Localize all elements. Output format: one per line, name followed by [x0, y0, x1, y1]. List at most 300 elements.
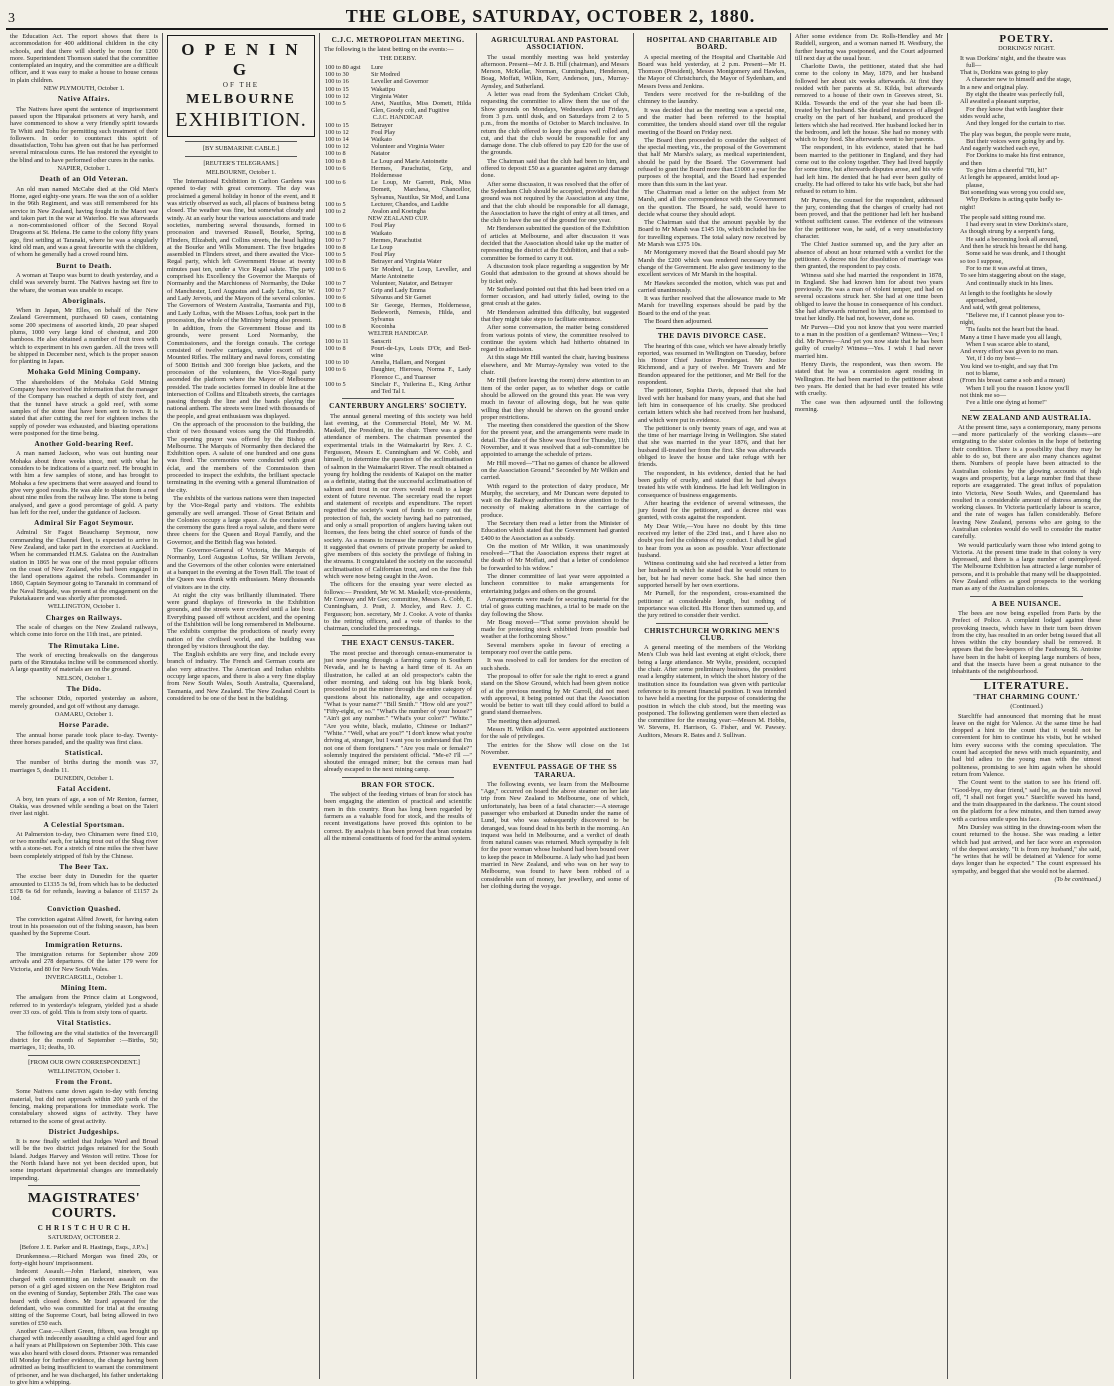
odds-horse: Atwi, Nautilus, Miss Domett, Hilda Glen, Goody colt, and Fugitive	[371, 99, 471, 115]
headline: NEW ZEALAND AND AUSTRALIA.	[961, 413, 1092, 422]
column-2	[163, 33, 320, 1379]
poem-line: sides would ache,	[960, 112, 1006, 120]
article-text: Mr Purnell, for the respondent, cross-examined the petitioner at considerable length, but nothing of importance was elicited. His Honor then summed up, and the jury retired to consider their verdict.	[638, 590, 786, 620]
odds-price: 100 to 30	[325, 71, 349, 79]
article-text: The Chief Justice summed up, and the jury after an absence of about an hour returned with a verdict for the petitioner. A decree nisi for dissolution of marriage was then granted, the respondent to pay costs.	[795, 241, 943, 271]
article-text: Mr Hill moved—"That no games of chance be allowed on the Association Ground." Seconded by Mr Wilkin and carried.	[481, 459, 629, 482]
odds-row	[324, 129, 472, 136]
headline: CHRISTCHURCH WORKING MEN'S CLUB.	[644, 626, 780, 642]
odds-horse: Daughter, Hierosea, Norma F., Lady Florence C., and Tuareser	[371, 366, 471, 381]
odds-horse: Waikato	[371, 229, 392, 237]
article-text: Starcliffe had announced that morning that he must leave on the night for Valence. At the same time he had dropped a hint to the count that it would not be convenient for him to continue his visits, but he wished him every success with the coming speculation. The count had accepted the news with much equanimity, and had bid adieu to the young man with the utmost politeness, promising to see him again when he should return from Valence.	[952, 712, 1101, 778]
odds-section-heading: NEW ZEALAND CUP.	[367, 215, 429, 223]
odds-price: 100 to 8	[325, 243, 346, 251]
odds-row	[324, 330, 472, 337]
article-text: Messrs H. Wilkin and Co. were appointed auctioneers for the sale of privileges.	[481, 726, 629, 741]
odds-price: 100 to 80 agst	[325, 63, 361, 71]
poem-line: But their voices were going by and by.	[966, 137, 1065, 145]
article-text: The usual monthly meeting was held yesterday afternoon. Present—Mr J. B. Hill (chairman), and Messrs Merson, McKellar, Norman, Cunningham, Henderson, Boag, Moffatt, Wilkin, Kerr, Anderson, jun., Murray-Aynsley, and Sutherland.	[481, 53, 629, 90]
article-text: The bees are now being expelled from Paris by the Prefect of Police. A complaint lodged against these provoking insects, which have in their turn been driven from the city, has resulted in an order being issued that all hives within the city boundary shall be removed. It appears that the bee-keepers of the Faubourg St. Antoine have been in the habit of keeping large numbers of bees, and that the insects have been a great nuisance to the inhabitants of the neighbourhood.	[952, 609, 1101, 676]
odds-horse: Grip and Lady Emma	[371, 287, 426, 295]
odds-row	[324, 71, 472, 78]
article-text: Admiral Sir Fagot Beauchamp Seymour, now commanding the Channel fleet, is expected to arrive in New Zealand, and take part in the exercises at Auckland. When he commanded H.M.S. Galatea on the Australian station in 1865 he was one of the most popular officers on the coast of New Zealand, who had been engaged in the land operations against the rebels. Commander in 1860, Captain Seymour going to Taranaki in command of the Naval Brigade, was present at the engagement on the Puketakauere and was shortly after promoted.	[10, 529, 158, 603]
odds-row	[324, 230, 472, 237]
headline: Horse Parade.	[58, 721, 110, 730]
headline: EVENTFUL PASSAGE OF THE SS TARARUA.	[492, 763, 618, 779]
poem-line: By eight the theatre was perfectly full,	[966, 91, 1065, 99]
article-text: The following is the latest betting on the events:—	[324, 46, 454, 54]
poem-line: And said, with great politeness,	[960, 304, 1041, 312]
article-text: Another Case.—Albert Green, fifteen, was brought up charged with indecently assaulting a child aged four and a half years at Phillipstown on September 30th. This case was also heard with closed doors. Prisoner was remanded till Monday for further evidence, the charge having been admitted as being insufficient to warrant the commitment of prisoner, and he was discharged, his father undertaking to give him a whipping.	[10, 1327, 158, 1386]
odds-price: 100 to 8	[325, 301, 346, 309]
odds-horse: Le Loup, Mr Garrett, Pink, Miss Domett, Marchesa, Chancellor, Sylvanus, Nautilus, Sir Mod, and Luna	[371, 179, 471, 201]
odds-horse: Sanscrit	[371, 337, 392, 345]
odds-price: 100 to 12	[325, 143, 349, 151]
article-text: The Chairman said that the amount payable by the Board to Mr Marsh was £145 10s, which included his fee for travelling expenses. The total salary now received by Mr Marsh was £375 10s.	[638, 219, 786, 249]
article-text: The respondent, in his evidence, stated that he had been married to the petitioner in England, and they had come out to the colony together. They had lived happily for some time, but afterwards disputes arose, and his wife had left him. He denied that he had ever been guilty of cruelty. He had offered to take his wife back, but she had refused to return to him.	[795, 144, 943, 196]
odds-row	[324, 158, 472, 165]
article-text: Indecent Assault.—John Harland, nineteen, was charged with committing an indecent assault on the person of a girl aged sixteen on the New Brighton road on the evening of Sunday, September 26th. The case was heard with closed doors. Mr Izard appeared for the defendant, who was committed for trial at the ensuing sitting of the Supreme Court, bail being allowed in two sureties of £50 each.	[10, 1268, 158, 1327]
article-text: A letter was read from the Sydenham Cricket Club, requesting the committee to allow them the use of the Show grounds on Mondays, Wednesdays and Fridays, from 3 p.m. until dusk, and on Saturdays from 2 to 5 p.m., from the months of October to March inclusive. In return the club offered to keep the grass well rolled and cut, and that the club would be responsible for any damage done. The club offered to pay £20 for the use of the grounds.	[481, 91, 629, 157]
section-heading-literature: LITERATURE.	[983, 679, 1070, 692]
poem-line: You kind we to-night, and say that I'm	[960, 362, 1058, 370]
headline: Immigration Returns.	[45, 940, 123, 949]
poem-line: As though strung by a serpent's fang,	[960, 228, 1055, 236]
column-3	[320, 33, 477, 1379]
dateline: DUNEDIN, October 1.	[54, 775, 114, 783]
article-text: The Board then proceeded to consider the subject of the special meeting, viz., the proposal of the Government that half Mr Marsh's salary, as medical superintendent, should be paid by the Board. The Government had refused to grant the Board more than £1000 a year for the purposes of the hospital, and the Board had expended more than this sum in the last year.	[638, 136, 786, 188]
headline: The Rimutaka Line.	[48, 641, 120, 650]
article-text: Mr Boag moved—"That some provision should be made for protecting stock exhibited from possible bad weather at the forthcoming Show."	[481, 618, 629, 641]
article-text: Charlotte Davis, the petitioner, stated that she had come to the colony in May, 1879, and her husband followed her about six weeks afterwards. At first they resided with her parents at St. Kilda, but afterwards removed to a house of their own in Greeves street, St. Kilda. Towards the end of the year she had been ill-treated by her husband. She detailed instances of alleged cruelty on the part of her husband, and produced the letters which she had received. Her husband locked her in the bedroom, and left the house. She had no money with which to buy food. She afterwards went to her parents.	[795, 63, 943, 144]
headline: Another Gold-bearing Reef.	[34, 440, 134, 449]
divider	[656, 328, 768, 329]
article-text: The meeting then adjourned.	[487, 717, 561, 725]
poem-line: That is, Dorkins was going to play	[960, 69, 1049, 77]
poem-line: When I was scarce able to stand,	[966, 340, 1050, 348]
article-text: In addition, from the Government House and its grounds, were present Lord Normanby, the Commissioners, and the foreign consuls. The cortege consisted of twelve carriages, under escort of the Mounted Rifles. The military and naval forces, consisting of 5000 British and 300 foreign blue jackets, and the procession of the volunteers, the Vice-Regal party ascended the platform where the Mayor of Melbourne presided. The trade societies formed in double line at the intersection of Collins and Elizabeth streets, the carriages passing through the line and the bands playing the national anthem. The streets were lined with thousands of the people, and great enthusiasm was displayed.	[167, 325, 315, 420]
odds-horse: Silvanus and Sir Garnet	[371, 294, 431, 302]
odds-row	[324, 122, 472, 129]
poem-line: so too I suppose,	[960, 257, 1003, 265]
odds-horse: Lecturer, Chandos, and Laddie	[371, 200, 449, 208]
headline: District Judgeships.	[48, 1127, 120, 1136]
odds-price: 100 to 10	[325, 359, 349, 367]
odds-horse: Wakatipu	[371, 85, 395, 93]
divider	[970, 596, 1083, 597]
article-text: The exhibits of the various nations were then inspected by the Vice-Regal party and visitors. The exhibits generally are well arranged. Those of Great Britain and the Colonies occupy a large space. At the conclusion of the ceremony the guns fired a royal salute, and there were three cheers for the Queen and Royal Family, and the Governor, and the British flag was hoisted.	[167, 494, 315, 546]
story-title: 'THAT CHARMING COUNT.'	[972, 692, 1081, 701]
article-text: Tenders were received for the re-building of the chimney to the laundry.	[638, 91, 786, 106]
odds-price: 100 to 7	[325, 236, 346, 244]
odds-horse: Volunteer and Virginia Water	[371, 143, 445, 151]
odds-horse: Lure	[371, 63, 383, 71]
article-text: The dinner committee of last year were appointed a luncheon committee to make arrangements for entertaining judges and others on the ground.	[481, 573, 629, 595]
odds-row	[324, 150, 472, 157]
poem-line: Many a time I have made you all laugh,	[960, 333, 1062, 341]
article-text: At night the city was brilliantly illuminated. There were grand displays of fireworks in the Exhibition grounds, and the streets were crowded until a late hour. Everything passed off without accident, and the opening of the Exhibition will be long remembered in Melbourne. The exhibits comprise the productions of nearly every nation of the civilised world, and the building was thronged by visitors throughout the day.	[167, 591, 315, 650]
odds-price: 100 to 8	[325, 344, 346, 352]
headline: THE DAVIS DIVORCE CASE.	[657, 332, 767, 341]
odds-row	[324, 100, 472, 114]
article-text: The most precise and thorough census-enumerator is just now passing through a farming camp in Southern Nevada, and he is having a hard time of it. As an illustration, he called at an old prospector's cabin the other morning, and taking out his big blank book, proceeded to put the miner through the entire category of questions about his nationality, age and occupation. "What is your name?" "Bill Smith." "How old are you?" "Fifty-eight, or so." "What's the number of your house?" "Ain't got any number." "What's your color?" "White." "Are you white, black, mulatto, Chinese or Indian?" "White." "Well, what are you?" "I don't know what you're driving at, stranger, but I want you to understand that I'm not one of them foreigners." "Are you male or female?" solemnly inquired the persistent official. "Me-e? I'll —" shouted the enraged miner; but the census man had already escaped to the next mining camp.	[324, 649, 472, 774]
odds-price: 100 to 5	[325, 251, 346, 259]
section-heading-poetry: POETRY.	[999, 33, 1054, 45]
story-subtitle: (Continued.)	[1010, 703, 1043, 711]
odds-horse: Sir Modred	[371, 71, 400, 79]
poem-line: And eagerly watched each eye,	[960, 145, 1040, 153]
headline: Fatal Accident.	[57, 785, 111, 794]
divider	[185, 156, 297, 157]
poem-line: To give him a cheerful "Hi, hi!"	[966, 167, 1048, 175]
article-text: At the present time, says a contemporary, many persons—and more particularly of the working classes—are emigrating to the sister colonies in the hope of bettering their condition. There is a possibility that they may be able to do so, but there are also many chances against them. Numbers of people have been attracted to the Australian colonies by the glowing accounts of high wages and prosperity, but a large number find that these reports are exaggerated. The great influx of population into Victoria, New South Wales, and Queensland has resulted in a considerable amount of distress among the working classes. In Victoria particularly labour is scarce, and the rate of wages has fallen considerably. Before leaving New Zealand, persons who are going to the Australian colonies would do well to consider the matter carefully.	[952, 423, 1101, 541]
poem	[952, 55, 1101, 407]
divider	[342, 777, 454, 778]
article-text: It is now finally settled that Judges Ward and Broad will be the two district judges retained for the South Island. Judges Harvey and Weston will retire. Those for the North Island have not yet been decided upon, but some important departmental changes are immediately impending.	[10, 1138, 158, 1182]
headline: A BEE NUISANCE.	[991, 599, 1062, 608]
odds-price: 100 to 8	[325, 157, 346, 165]
headline: A Celestial Sportsman.	[43, 820, 125, 829]
article-text: The scale of charges on the New Zealand railways, which come into force on the 11th inst., are printed.	[10, 623, 158, 639]
odds-row	[324, 64, 472, 71]
article-text: Mr Purves—Did you not know that you were married to a man in the position of a gentleman? Witness—Yes; I did. Mr Purves—And yet you now state that he has been guilty of cruelty? Witness—Yes. I wish I had never married him.	[795, 323, 943, 360]
poem-line: And they longed for the curtain to rise.	[966, 120, 1066, 128]
odds-price: 100 to 6	[325, 222, 346, 230]
poem-line: and then	[960, 159, 982, 167]
banner-melbourne: MELBOURNE	[186, 92, 296, 108]
headline: C.J.C. METROPOLITAN MEETING.	[331, 36, 465, 44]
odds-horse: Hermes, Parachutist	[371, 236, 422, 244]
odds-row	[324, 215, 472, 222]
poem-line: And then he struck his breast he did hang.	[960, 243, 1068, 251]
poem-line: "Believe me, if I cannot please you to-	[966, 311, 1065, 319]
odds-horse: Hermes, Parachutist, Grip, and Holdernesse	[371, 164, 471, 179]
odds-horse: Volunteer, Natator, and Betrayer	[371, 279, 453, 287]
odds-row	[324, 208, 472, 215]
divider	[28, 1055, 140, 1056]
column-1	[6, 33, 163, 1386]
article-text: Several members spoke in favour of erecting a temporary roof over the cattle pens.	[481, 641, 629, 657]
odds-horse: Avalon and Koeingha	[371, 207, 426, 215]
odds-price: 100 to 2	[325, 207, 346, 215]
article-text: A man named Jackson, who was out hunting near Mohaka about three weeks since, met with what he considers to be indications of a quartz reef. He brought in with him a few samples of stone, and has brought to Mohaka a few specimens that were assayed and found to give very good results. He was able to obtain from a reef about nine miles from the railway line. The stone is being analysed, and gave a good percentage of gold. A party has left for the reef, under the guidance of Jackson.	[10, 450, 158, 516]
poem-line: All awaited a pleasant surprise,	[960, 98, 1041, 106]
article-text: The subject of the feeding virtues of bran for stock has been engaging the attention of practical and scientific men in this country. Bran has long been regarded by farmers as a valuable food for stock, and the results of recent investigations have proved this opinion to be correct. By analysis it has been proved that bran contains all the mineral constituents of food for the animal system.	[324, 791, 472, 842]
odds-price: 100 to 8	[325, 229, 346, 237]
odds-row	[324, 143, 472, 150]
newspaper-page	[6, 6, 1108, 1386]
article-text: The Governor-General of Victoria, the Marquis of Normanby, Lord Augustus Loftus, Sir William Jervois, and the Governors of the other colonies were entertained at a banquet in the evening at the Town Hall. The toast of the Queen was drunk with enthusiasm. Many thousands of visitors are in the city.	[167, 547, 315, 591]
odds-row	[324, 114, 472, 121]
poem-stanza	[952, 214, 1101, 287]
odds-price: 100 to 5	[325, 99, 346, 107]
odds-price: 100 to 8	[325, 258, 346, 266]
article-text: Mr Henderson submitted the question of the Exhibition of articles at Melbourne, and after discussion it was decided that the Association should take up the matter of representing the district at the Exhibition, and that a sub-committee be formed to carry it out.	[481, 225, 629, 262]
odds-row	[324, 280, 472, 287]
article-text: Mr Henderson admitted this difficulty, but suggested that they might take steps to facilitate entrance.	[481, 308, 629, 323]
article-text: On the motion of Mr Wilkin, it was unanimously resolved—"That the Association express their regret at the death of Mr Moffatt, and that a letter of condolence be forwarded to his widow."	[481, 542, 629, 572]
article-text: The Chairman read a letter on the subject from Mr Marsh, and all the correspondence with the Government on the question. The Board, he said, would have to decide what course they should adopt.	[638, 188, 786, 218]
exhibition-banner	[167, 35, 315, 137]
dateline: INVERCARGILL, October 1.	[45, 973, 123, 981]
headline: Charges on Railways.	[45, 613, 123, 622]
article-text: When in Japan, Mr Elles, on behalf of the New Zealand Government, purchased 60 cases, containing some 200 specimens of assorted kinds, 20 pear shaped plums, 1000 very large kind of chestnut, and 200 bamboos. He also obtained a number of fruit trees with which to experiment in his own garden. All the trees will be shipped in December next, which is the proper season for planting in Japan.	[10, 307, 158, 366]
poem-line: It was Dorkins' night, and the theatre was	[960, 54, 1066, 62]
article-text: Mr Hawkes seconded the motion, which was put and carried unanimously.	[638, 279, 786, 294]
article-text: The shareholders of the Mohaka Gold Mining Company have received the information that the manager of the Company has reached a depth of sixty feet, and that the tunnel have struck a gold reef, with some samples of the stone that have been sent to town. It is stated that after cutting the reef for eighteen inches the supply of powder was exhausted, and blasting operations were postponed for the time being.	[10, 378, 158, 437]
odds-row	[324, 237, 472, 244]
poem-line: I've a little one dying at home!"	[966, 399, 1047, 407]
divider	[185, 141, 297, 142]
article-text: Witness continuing said she had received a letter from her husband in which he stated that he would return to her, but he had never come back. She had since then supported herself by her own exertions.	[638, 560, 786, 590]
odds-horse: Foul Play	[371, 222, 396, 230]
article-text: The Count went to the station to see his friend off. "Good-bye, my dear friend," said he, as the train moved off, "I shall not forget you." Starcliffe waved his hand, and the train disappeared in the darkness. The count stood on the platform for a few minutes, and then turned away with a curious smile upon his face.	[952, 779, 1101, 823]
article-text: After some discussion, it was resolved that the offer of the Sydenham Club should be accepted, provided that the ground was not required by the Association at any time, and that the club should be responsible for all damage, the Association to have the right of entry at all times, and the club to have the use of the ground for one year.	[481, 180, 629, 225]
odds-price: 100 to 16	[325, 78, 349, 86]
article-text: After some conversation, the matter being considered from various points of view, the committee resolved to continue the system which had hitherto obtained in regard to admission.	[481, 324, 629, 354]
article-text: After hearing the evidence of several witnesses, the jury found for the petitioner, and a decree nisi was granted, with costs against the respondent.	[638, 499, 786, 522]
divider	[28, 1185, 140, 1186]
headline: BRAN FOR STOCK.	[361, 780, 435, 789]
article-text: It was decided that as the meeting was a special one, and the matter had been referred to the hospital committee, the tenders should stand over till the regular meeting of the Board on Friday next.	[638, 106, 786, 136]
article-text: The immigration returns for September show 209 arrivals and 278 departures. Of the latter 179 were for Victoria, and 80 for New South Wales.	[10, 950, 158, 973]
article-text: The Board then adjourned.	[644, 317, 713, 325]
article-text: The annual horse parade took place to-day. Twenty-three horses paraded, and the quality was first class.	[10, 731, 158, 746]
poem-line: A character new to himself and the stage,	[966, 76, 1072, 84]
article-text: The number of births during the month was 37, marriages 5, deaths 11.	[10, 759, 158, 774]
court-date: SATURDAY, OCTOBER 2.	[48, 1234, 120, 1242]
poem-stanza	[952, 55, 1101, 128]
article-text: The annual general meeting of this society was held last evening, at the Commercial Hotel, Mr W. M. Maskell, the President, in the chair. There was a good attendance of members. The chairman presented the experimental trials in the Waimakariri by Rev. J. C. Fergusson, Messrs E. Cunningham and W. Cobb, and himself, to determine the question of the acclimatisation of salmon in the Waimakariri River. The result obtained a young fry holding the residents of Kaiapoi on the matter as a definite, stating that the successful acclimatisation of salmon and trout in our rivers would result to a large extent of future revenue. The secretary read the report and statement of receipts and expenditure. The report regretted the society's want of funds to carry out the protection of fish, the society having had no patronised, and only a small proportion of anglers having taken out licenses, the fees being the chief source of funds of the society. As a means to increase the number of members, it suggested that owners of private property be asked to give members of this society the privilege of fishing in the streams. It congratulated the society on the successful acclimatisation of Californian trout, and on the fine fish which were now being caught in the Avon.	[324, 412, 472, 581]
article-text: A woman at Taupo was burnt to death yesterday, and a child was severely burnt. The Natives having set fire to the whare, the woman was unable to escape.	[10, 271, 158, 294]
odds-row	[324, 136, 472, 143]
headline: The Beer Tax.	[59, 862, 109, 871]
continued-note: (To be continued.)	[1054, 876, 1101, 884]
column-5	[634, 33, 791, 1379]
odds-price: 100 to 6	[325, 366, 346, 374]
headline: THE EXACT CENSUS-TAKER.	[341, 639, 455, 648]
banner-exhibition: EXHIBITION.	[175, 109, 307, 132]
article-text: the Education Act. The report shows that there is accommodation for 400 additional children in the city schools, and that there will shortly be room for 1200 more. Superintendent Thomson stated that the committee contemplated an inquiry, and the committee are a difficult officer, and it was easy to make a house to house census in plain children.	[10, 33, 158, 84]
article-text: A discussion took place regarding a suggestion by Mr Gould that admission to the ground at shows should be by ticket only.	[481, 262, 629, 285]
poem-line: And every effort was given to no man.	[960, 348, 1059, 356]
correspondent-note: [FROM OUR OWN CORRESPONDENT.]	[28, 1058, 140, 1066]
column-4	[477, 33, 634, 1379]
article-text: A special meeting of the Hospital and Charitable Aid Board was held yesterday, at 2 p.m. Present—Mr H. Thomson (President), Messrs Montgomery and Hawkes, the Mayor of Christchurch, the Mayor of Sydenham, and Messrs Ivess and Jenkins.	[638, 53, 786, 90]
article-text: The petitioner is only twenty years of age, and was at the time of her marriage living in Wellington. She stated that she was married in the year 1876, and that her husband ill-treated her from the first. She was afterwards obliged to leave the house and take refuge with her friends.	[638, 424, 786, 469]
odds-row	[324, 165, 472, 179]
poem-line: To see him staggering about on the stage,	[960, 272, 1066, 280]
banner-opening: O P E N I N G	[181, 40, 301, 79]
article-text: The amalgam from the Prince claim at Longwood, referred to in yesterday's telegram, yielded just a shade over 33 ozs. of gold. This is from sixty tons of quartz.	[10, 994, 158, 1017]
headline: Native Affairs.	[57, 95, 111, 104]
article-text: The Secretary then read a letter from the Minister of Education which stated that the Government had granted £400 to the Association as a subsidy.	[481, 520, 629, 542]
odds-row	[324, 359, 472, 366]
odds-price: 100 to 5	[325, 380, 346, 388]
court-city: C H R I S T C H U R C H.	[37, 1223, 131, 1232]
article-text: Mr Hill (before leaving the room) drew attention to an item of the order paper, as to whether dogs or cattle should be allowed on the ground this year. He was very much in favour of allowing dogs, but he was quite willing that they should be shown on the ground under proper restrictions.	[481, 377, 629, 421]
page-number: 3	[8, 11, 15, 26]
poem-line: Some said he was drunk, and I thought	[966, 250, 1066, 258]
odds-price: 100 to 11	[325, 337, 349, 345]
poem-line: (From his breast came a sob and a moan)	[960, 377, 1066, 385]
article-text: The following are the vital statistics of the Invercargill district for the month of September :—Births, 50; marriages, 11; deaths, 10.	[10, 1029, 158, 1052]
article-text: The hearing of this case, which we have already briefly reported, was resumed in Wellington on Tuesday, before his Honor Chief Justice Prendergast. Mr Justice Richmond, and a jury of twelve. Mr Travers and Mr Brandon appeared for the petitioner, and Mr Bell for the respondent.	[638, 342, 786, 387]
article-text: It was further resolved that the allowance made to Mr Marsh for travelling expenses should be paid by the Board to the end of the year.	[638, 295, 786, 317]
odds-horse: Waikato	[371, 135, 392, 143]
divider	[970, 410, 1083, 411]
odds-row	[324, 179, 472, 201]
poem-line: For to me it was awful at times,	[966, 264, 1047, 272]
columns	[6, 33, 1108, 1386]
odds-row	[324, 294, 472, 301]
odds-horse: Leveller and Governor	[371, 78, 429, 86]
article-text: At Palmerston to-day, two Chinamen were fined £10, or two months' each, for taking trout out of the Shag river with a stone-net. For a stretch of nine miles the river have been completely stripped of fish by the Chinese.	[10, 830, 158, 860]
odds-horse: Pouri-de-Lys, Louis D'Or, and Bed-wine	[371, 344, 471, 360]
odds-row	[324, 302, 472, 324]
article-text: The meeting then considered the question of the Show for the present year, and the arrangements were made in detail. The date of the Show was fixed for Thursday, 11th November, and it was resolved that a sub-committee be appointed to arrange the schedule of prizes.	[481, 422, 629, 459]
masthead	[6, 6, 1108, 30]
headline: Mining Item.	[60, 984, 108, 993]
article-text: Drunkenness.—Richard Morgan was fined 20s, or forty-eight hours' imprisonment.	[10, 1252, 158, 1268]
poem-line: And continually stuck in his lines.	[966, 279, 1054, 287]
odds-horse: Sir George, Hermes, Holdernesse, Bedeworth, Nemesis, Hilda, and Sylvanus	[371, 301, 471, 323]
headline: Aboriginals.	[62, 296, 106, 305]
dateline: NEW PLYMOUTH, October 1.	[43, 85, 125, 93]
article-text: Henry Davis, the respondent, was then sworn. He stated that he was a commission agent residing in Wellington. He had been married to the petitioner about two years. He denied that he had ever treated his wife with cruelty.	[795, 361, 943, 398]
odds-row	[324, 86, 472, 93]
cable-note: [BY SUBMARINE CABLE.]	[202, 145, 280, 153]
article-text: Mr Sutherland pointed out that this had been tried on a former occasion, and had utterly failed, owing to the great crush at the gates.	[481, 285, 629, 308]
poem-line: I had every seat in view Dorkins's stare,	[966, 221, 1068, 229]
article-text: My Dear Wife,—You have no doubt by this time received my letter of the 23rd inst., and I have also no doubt you feel the coldness of my conduct. I shall be glad to hear from you as soon as possible. Your affectionate husband.	[638, 522, 786, 559]
odds-horse: Sir Modred, Le Loup, Leveller, and Marie Antoinette	[371, 265, 471, 280]
headline: Burnt to Death.	[56, 261, 112, 270]
article-text: The entries for the Show will close on the 1st November.	[481, 741, 629, 756]
odds-price: 100 to 7	[325, 287, 346, 295]
odds-horse: Foul Play	[371, 128, 396, 136]
headline: HOSPITAL AND CHARITABLE AID BOARD.	[646, 36, 778, 52]
odds-row	[324, 287, 472, 294]
poem-stanza	[952, 290, 1101, 407]
odds-horse: Kocoinha	[371, 323, 396, 331]
article-text: After some evidence from Dr. Rolls-Hendley and Mr Ruddell, surgeon, and a woman named H. Westbury, the further hearing was postponed, and the Court adjourned till next day at the usual hour.	[795, 33, 943, 62]
article-text: At this stage Mr Hill wanted the chair, having business elsewhere, and Mr Murray-Aynsley was voted to the chair.	[481, 354, 629, 377]
headline: Mohaka Gold Mining Company.	[27, 368, 141, 377]
divider	[499, 759, 611, 760]
divider	[342, 635, 454, 636]
odds-horse: Virginia Water	[371, 92, 408, 100]
article-text: It was resolved to call for tenders for the erection of such sheds.	[481, 657, 629, 672]
poem-line: night!	[960, 203, 976, 211]
dateline: WELLINGTON, October 1.	[47, 603, 121, 611]
odds-price: 100 to 6	[325, 179, 346, 187]
odds-row	[324, 266, 472, 280]
odds-row	[324, 251, 472, 258]
odds-row	[324, 222, 472, 229]
article-text: Mr Montgomery moved that the Board should pay Mr Marsh the £200 which was rendered necessary by the change of the Government. He also gave testimony to the excellent services of Mr Marsh in the hospital.	[638, 249, 786, 279]
odds-row	[324, 345, 472, 359]
dateline: NELSON, October 1.	[56, 674, 112, 682]
odds-horse: Le Loup and Marie Antoinette	[371, 157, 448, 165]
dateline: WELLINGTON, October 1.	[47, 1067, 121, 1075]
article-text: Mrs Dursley was sitting in the drawing-room when the count returned to the house. She was reading a letter which had just arrived, and her face wore an expression of the deepest anxiety. "It is from my husband," she said, "he writes that he will be detained at Valence for some days longer than he expected." The count expressed his sympathy, and begged that she would not be alarmed.	[952, 823, 1101, 875]
column-7	[948, 33, 1105, 1379]
poem-line: not think me so—	[960, 391, 1006, 399]
article-text: The following events, we learn from the Melbourne "Age," occurred on board the above steamer on her late trip from New Zealand to Melbourne, one of which, unfortunately, has been of a fatal character:—A steerage passenger who embarked at Dunedin under the name of Lund, but who was subsequently discovered to be deranged, was found dead in his berth in the morning. An inquest was held in Melbourne, and a verdict of death from natural causes was returned. Much sympathy is felt for the poor woman whose husband had been bound over to keep the peace in Melbourne. A lady who had just been married in New Zealand, and who was on her way to Melbourne, was found to have been robbed of a considerable sum of money, her jewellery, and some of her clothing during the voyage.	[481, 780, 630, 890]
article-text: An old man named McCabe died at the Old Men's Home, aged eighty-one years. He was the son of a soldier in the 96th Regiment, and was still remembered for his service in New Zealand, having fought in the Maori war and taken part in the war at Waterloo. He was afterwards a non-commissioned officer of the Second Royal Dragoons at St. Helena. He came to the colony fifty years ago, first settling at Taranaki, where he was a singularly kind old man, and was a great favourite with the children, of whom he generally had a crowd round him.	[10, 185, 158, 259]
article-text: The work of erecting breakwalls on the dangerous parts of the Rimutaka incline will be commenced shortly. A large quantity of materials are on the ground.	[10, 651, 158, 674]
poem-line: approached,	[966, 297, 998, 305]
odds-price: 100 to 14	[325, 135, 349, 143]
odds-price: 100 to 15	[325, 85, 349, 93]
odds-horse: Betrayer and Virginia Water	[371, 258, 442, 266]
odds-row	[324, 78, 472, 85]
newspaper-title: THE GLOBE, SATURDAY, OCTOBER 2, 1880.	[345, 6, 756, 26]
odds-horse: Le Loup	[371, 243, 393, 251]
odds-price: 100 to 8	[325, 150, 346, 158]
odds-price: 100 to 7	[325, 279, 346, 287]
odds-horse: Sinclair F., Yuilerina E., King Arthur and Ted Tal I.	[371, 380, 471, 396]
reuter-note: [REUTER'S TELEGRAMS.]	[203, 159, 279, 167]
poem-line: In a new and original play.	[960, 83, 1029, 91]
poem-line: not to blame,	[966, 370, 1000, 378]
odds-price: 100 to 15	[325, 121, 349, 129]
poem-stanza	[952, 131, 1101, 211]
article-text: The officers for the ensuing year were elected as follows:— President, Mr W. M. Maskell; vice-presidents, Mr Conway and Mr Gee; committee, Messrs A. Cobb, E. Cunningham, J. Pratt, J. Mozley, and Rev. J. C. Fergusson; hon. secretary, Mr J. Cooke. A vote of thanks to the retiring officers, and a vote of thanks to the chairman, concluded the proceedings.	[324, 581, 472, 633]
odds-heading: THE DERBY.	[379, 54, 417, 62]
article-text: The Chairman said that the club had been to him, and offered to deposit £50 as a guarantee against any damage done.	[481, 157, 629, 180]
dateline: NAPIER, October 1.	[57, 165, 111, 173]
poem-line: Yet, if I do my best—	[966, 355, 1022, 363]
poem-line: But something was wrong you could see,	[960, 188, 1066, 196]
odds-row	[324, 338, 472, 345]
poem-line: At length to the footlights he slowly	[960, 289, 1053, 297]
odds-row	[324, 381, 472, 395]
odds-horse: Betrayer	[371, 121, 393, 129]
article-text: A general meeting of the members of the Working Men's Club was held last evening at eight o'clock, there being a large attendance. Mr Wylie, president, occupied the chair. After some preliminary business, the president read a lengthy statement, in which the short history of the institution since its foundation was given with particular reference to its present financial position. It was intended to have held a meeting for the purpose of considering the position in which the club stood, but the meeting was postponed. The following gentlemen were then elected as the committee for the ensuing year:—Messrs M. Hobbs, W. Stevens, H. Harrison, G. Fisher, and W. Pawsey. Auditors, Messrs R. Bates and J. Sullivan.	[638, 644, 786, 739]
article-text: The petitioner, Sophia Davis, deposed that she had lived with her husband for many years, and that she had left him in consequence of his cruelty. She produced certain letters which she had received from her husband, and which were put in evidence.	[638, 387, 786, 424]
dateline: MELBOURNE, October 1.	[206, 168, 276, 176]
headline: From the Front.	[55, 1078, 113, 1087]
poem-line: The play was begun, the people were mute,	[960, 130, 1071, 138]
odds-price: 100 to 5	[325, 200, 346, 208]
odds-horse: Foul Play	[371, 251, 396, 259]
poem-line: When I tell you the reason I know you'll	[966, 384, 1070, 392]
poem-line: night,	[960, 318, 975, 326]
odds-price: 100 to 6	[325, 294, 346, 302]
odds-section-heading: WELTER HANDICAP.	[368, 330, 428, 338]
article-text: The conviction against Alfred Jowett, for having eaten trout in his possession out of the fishing season, has been quashed by the Supreme Court.	[10, 915, 158, 938]
poem-line: The people said sitting round me.	[960, 213, 1046, 221]
banner-of-the: OF THE	[222, 81, 260, 89]
article-text: Mr Purves, the counsel for the respondent, addressed the jury, contending that the charges of cruelty had not been proved, and that the petitioner had left her husband without sufficient cause. The evidence of the witnesses for the petitioner was, he said, of a very unsatisfactory character.	[795, 196, 943, 241]
court-bench: [Before J. E. Parker and R. Hastings, Esqs., J.P.'s.]	[19, 1243, 149, 1251]
article-text: Some Natives came down again to-day with fencing material, but did not approach within 200 yards of the fencing, making preparations for immediate work. The constabulary showed signs of activity. They have returned to the scene of great activity.	[10, 1088, 158, 1125]
odds-row	[324, 258, 472, 265]
headline: Statistical.	[64, 749, 104, 758]
article-text: The case was then adjourned until the following morning.	[795, 398, 943, 413]
article-text: The schooner Dido, reported yesterday as ashore, merely grounded, and got off without any damage.	[10, 695, 158, 710]
article-text: The International Exhibition in Carlton Gardens was opened to-day with great ceremony. The day was proclaimed a general holiday in honor of the event, and it was strictly observed as such, all places of business being closed. The weather was fine, but somewhat cloudy and windy. At an early hour the various associations and trade societies, numbering several thousands, formed in procession and traversed Russell, Bourke, Spring, Flinders, Elizabeth, and Collins streets, the head halting at the Bourke and Wills Monument. The five brigades assembled in Flinders street, and there awaited the Vice-Regal party, which left Government House at twenty minutes past ten, under a Vice Regal salute. The party comprised his Excellency the Governor the Marquis of Normanby and the Marchioness of Normanby, the Duke of Manchester, Lord Augustus and Lady Loftus, Sir W. and Lady Jervois, and the Mayors of the several colonies. The Governors of Western Australia, Tasmania and Fiji, and Lady Loftus, with the Misses Loftus, took part in the procession, the whole of the Ministry being also present.	[167, 178, 315, 324]
article-text: The English exhibits are very fine, and include every branch of industry. The French and German courts are also very attractive. The American and Indian exhibits occupy large spaces, and there is also a very fine display from New South Wales, South Australia, Queensland, Tasmania, and New Zealand. The New Zealand Court is considered to be one of the best in the building.	[167, 651, 315, 702]
headline: Vital Statistics.	[56, 1019, 112, 1028]
dateline: OAMARU, October 1.	[54, 710, 114, 718]
poem-title: DORKINGS' NIGHT.	[998, 45, 1055, 53]
headline: CANTERBURY ANGLERS' SOCIETY.	[329, 402, 467, 411]
divider	[656, 623, 768, 624]
headline: Conviction Quashed.	[47, 905, 121, 914]
